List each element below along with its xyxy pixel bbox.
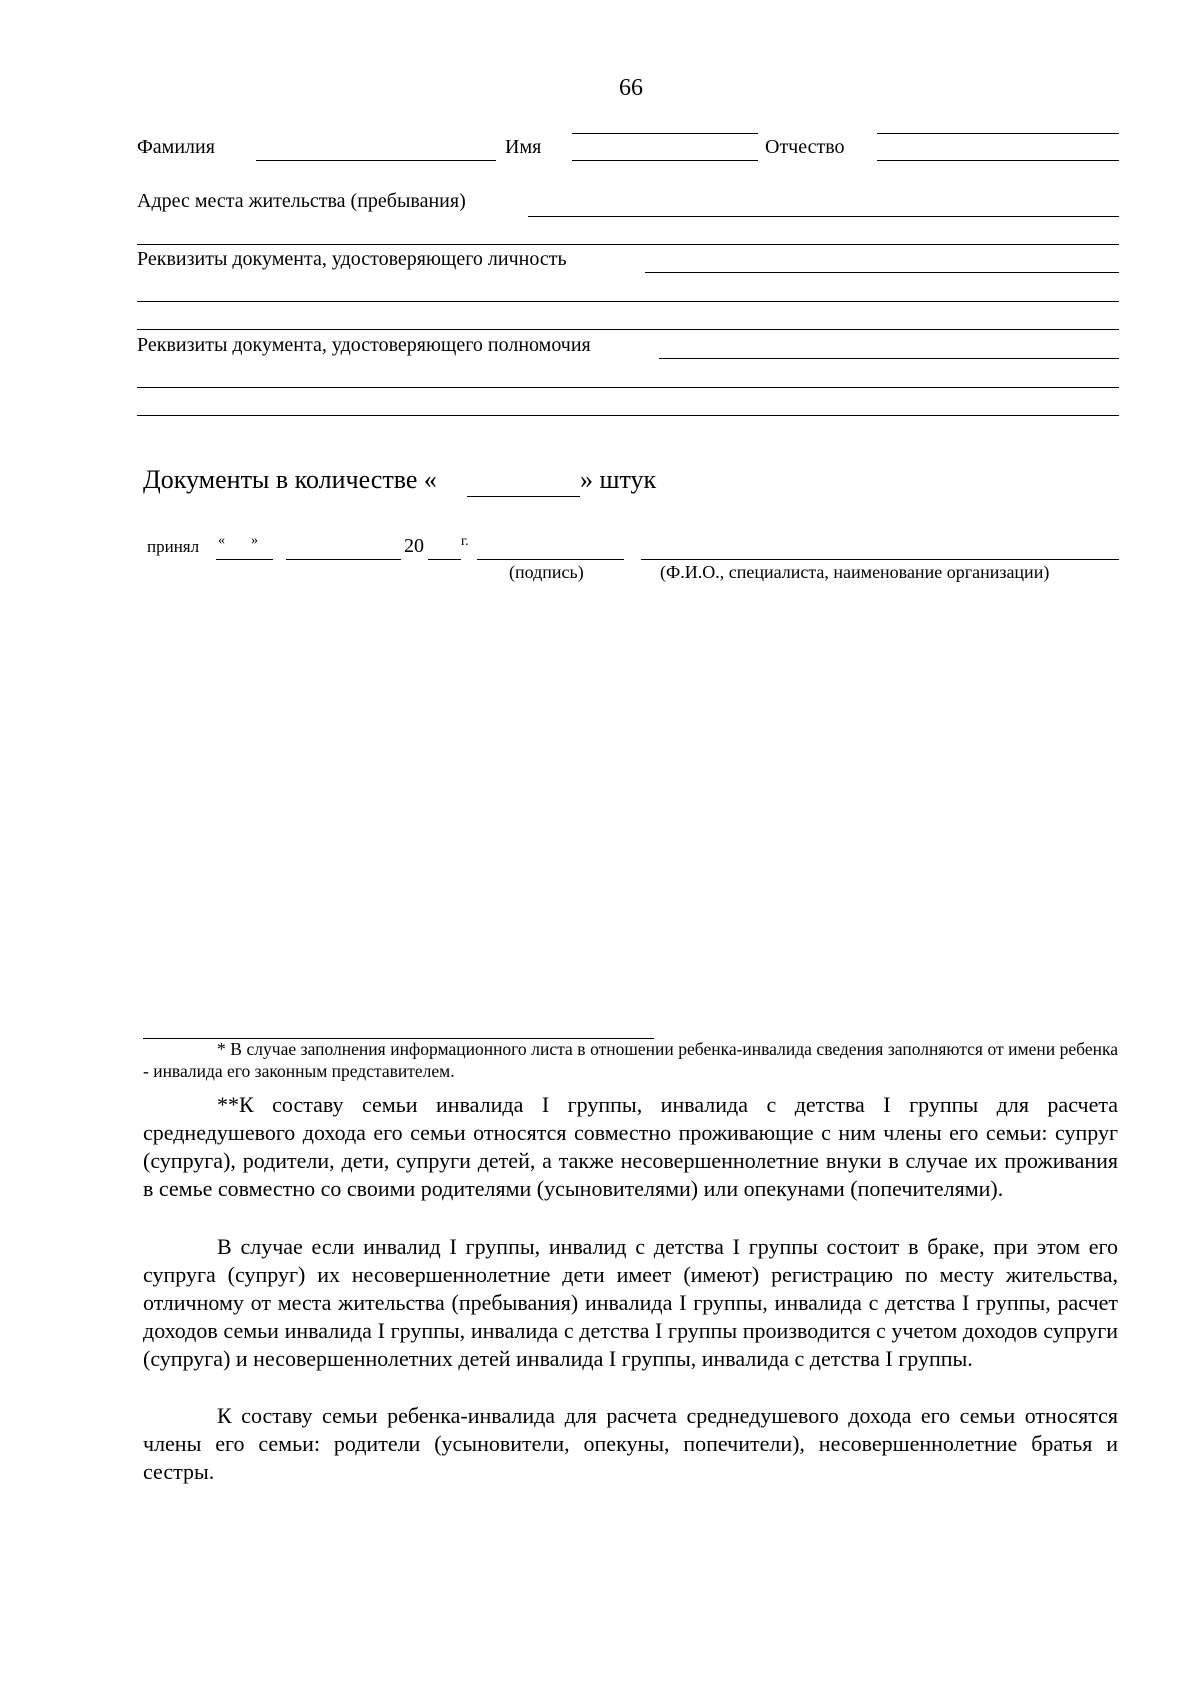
month-field[interactable] xyxy=(286,559,401,560)
patronymic-field[interactable] xyxy=(877,160,1119,161)
name-label: Имя xyxy=(505,136,542,158)
signature-caption: (подпись) xyxy=(509,562,584,582)
authority-doc-label: Реквизиты документа, удостоверяющего полномочия xyxy=(137,334,591,356)
name-line-upper xyxy=(572,133,758,134)
address-label: Адрес места жительства (пребывания) xyxy=(137,190,466,212)
documents-count-field[interactable] xyxy=(467,496,580,497)
identity-doc-field-line-3[interactable] xyxy=(137,329,1119,330)
footnote-star: * В случае заполнения информационного листа в отношении ребенка-инвалида сведения заполняются от имени ребенка - инвалида его законным представителем. xyxy=(143,1039,1118,1081)
fio-caption: (Ф.И.О., специалиста, наименование организации) xyxy=(660,562,1050,582)
year-field[interactable] xyxy=(428,559,461,560)
patronymic-label: Отчество xyxy=(765,136,845,158)
footnote-child-family: К составу семьи ребенка-инвалида для расчета среднедушевого дохода его семьи относятся члены его семьи: родители (усыновители, опекуны, попечители), несовершеннолетние братья и сестры. xyxy=(143,1403,1118,1484)
footnote-double-star: **К составу семьи инвалида I группы, инвалида с детства I группы для расчета среднедушевого дохода его семьи относятся совместно проживающие с ним члены его семьи: супруг (супруга), родители, дети, супруги детей, а также несовершеннолетние внуки в случае их проживания в семье совместно со своими родителями (усыновителями) или опекунами (попечителями). xyxy=(143,1092,1118,1201)
identity-doc-field[interactable] xyxy=(645,272,1119,273)
authority-doc-field-line-2[interactable] xyxy=(137,387,1119,388)
day-quote-close: » xyxy=(251,533,258,548)
identity-doc-label: Реквизиты документа, удостоверяющего личность xyxy=(137,248,567,270)
identity-doc-field-line-2[interactable] xyxy=(137,301,1119,302)
footnote-marriage: В случае если инвалид I группы, инвалид с детства I группы состоит в браке, при этом его супруга (супруг) их несовершеннолетние дети имеет (имеют) регистрацию по месту жительства, отличному от места жительства (пребывания) инвалида I группы, инвалида с детства I группы, расчет доходов семьи инвалида I группы, инвалида с детства I группы производится с учетом доходов супруги (супруга) и несовершеннолетних детей инвалида I группы, инвалида с детства I группы. xyxy=(143,1234,1118,1371)
surname-label: Фамилия xyxy=(137,136,215,158)
day-quote-open: « xyxy=(218,533,225,548)
year-suffix: г. xyxy=(461,534,469,549)
surname-field[interactable] xyxy=(256,160,496,161)
authority-doc-field[interactable] xyxy=(659,358,1119,359)
year-prefix: 20 xyxy=(404,535,424,557)
address-field[interactable] xyxy=(528,216,1119,217)
authority-doc-field-line-3[interactable] xyxy=(137,415,1119,416)
name-field[interactable] xyxy=(572,160,758,161)
address-field-line-2[interactable] xyxy=(137,244,1119,245)
signature-field[interactable] xyxy=(477,559,624,560)
fio-field[interactable] xyxy=(641,559,1119,560)
documents-count-suffix: » штук xyxy=(580,465,657,494)
day-field[interactable] xyxy=(216,559,273,560)
patronymic-line-upper xyxy=(877,133,1119,134)
accepted-label: принял xyxy=(147,537,200,556)
documents-count-prefix: Документы в количестве « xyxy=(143,465,437,494)
page-number: 66 xyxy=(619,75,643,101)
